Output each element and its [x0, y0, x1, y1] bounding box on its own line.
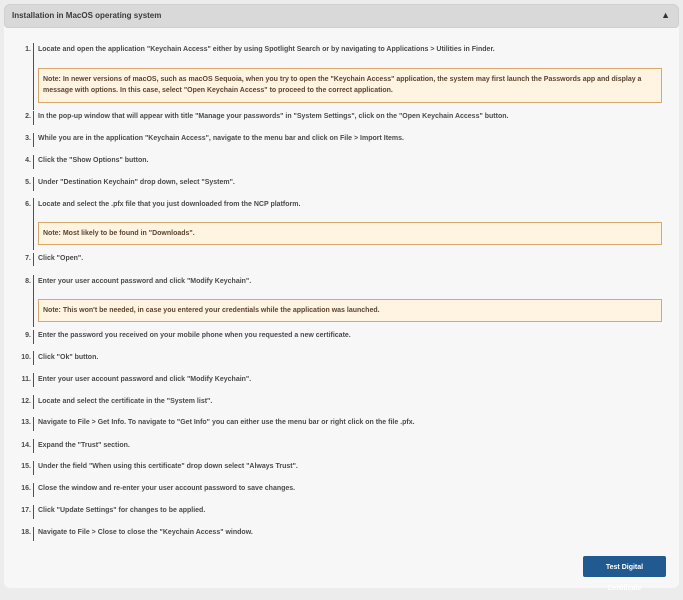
step-note: Note: Most likely to be found in "Downloads".: [38, 222, 662, 245]
step-accent-bar: [33, 253, 34, 266]
step-accent-bar: [33, 177, 34, 191]
step-text: Click the "Show Options" button.: [38, 157, 149, 164]
section-header[interactable]: [4, 4, 679, 28]
step-accent-bar: [33, 155, 34, 169]
step-number: 5.: [25, 179, 31, 186]
step-accent-bar: [33, 373, 34, 387]
step-number: 14.: [21, 442, 31, 449]
step-accent-bar: [33, 198, 34, 250]
step-note: Note: This won't be needed, in case you entered your credentials while the application was launched.: [38, 299, 662, 322]
step-accent-bar: [33, 275, 34, 327]
step-accent-bar: [33, 505, 34, 519]
step-text: Close the window and re-enter your user account password to save changes.: [38, 485, 296, 492]
step-text: In the pop-up window that will appear with title "Manage your passwords" in "System Settings", click on the "Open Keychain Access" button.: [38, 113, 509, 120]
step-accent-bar: [33, 439, 34, 453]
step-number: 11.: [21, 376, 31, 383]
collapse-caret-up-icon[interactable]: ▲: [661, 10, 670, 20]
step-text: Enter the password you received on your mobile phone when you requested a new certificate.: [38, 332, 351, 339]
step-accent-bar: [33, 111, 34, 125]
step-number: 9.: [25, 332, 31, 339]
step-text: Under "Destination Keychain" drop down, select "System".: [38, 179, 235, 186]
step-accent-bar: [33, 461, 34, 475]
step-number: 2.: [25, 113, 31, 120]
step-text: Expand the "Trust" section.: [38, 442, 130, 449]
step-accent-bar: [33, 483, 34, 497]
section-title: Installation in MacOS operating system: [12, 11, 162, 20]
step-number: 3.: [25, 135, 31, 142]
step-number: 16.: [21, 485, 31, 492]
step-accent-bar: [33, 43, 34, 110]
step-number: 10.: [21, 354, 31, 361]
step-text: While you are in the application "Keychain Access", navigate to the menu bar and click on File > Import Items.: [38, 135, 404, 142]
step-number: 1.: [25, 46, 31, 53]
step-accent-bar: [33, 330, 34, 344]
step-number: 18.: [21, 529, 31, 536]
step-text: Locate and select the certificate in the "System list".: [38, 398, 213, 405]
step-accent-bar: [33, 351, 34, 365]
test-digital-certificate-button[interactable]: Test Digital Certificate: [583, 556, 666, 577]
step-note: Note: In newer versions of macOS, such as macOS Sequoia, when you try to open the "Keychain Access" application, the system may first launch the Passwords app and display a message with options. In this case, select "Open Keychain Access" to proceed to the correct application.: [38, 68, 662, 103]
step-text: Click "Ok" button.: [38, 354, 99, 361]
step-text: Click "Update Settings" for changes to be applied.: [38, 507, 206, 514]
step-text: Enter your user account password and click "Modify Keychain".: [38, 278, 252, 285]
step-text: Enter your user account password and click "Modify Keychain".: [38, 376, 252, 383]
step-number: 6.: [25, 201, 31, 208]
step-number: 4.: [25, 157, 31, 164]
step-number: 12.: [21, 398, 31, 405]
step-number: 17.: [21, 507, 31, 514]
step-accent-bar: [33, 417, 34, 431]
step-number: 13.: [21, 419, 31, 426]
step-accent-bar: [33, 133, 34, 147]
step-text: Navigate to File > Close to close the "Keychain Access" window.: [38, 529, 253, 536]
step-text: Locate and select the .pfx file that you just downloaded from the NCP platform.: [38, 201, 301, 208]
step-accent-bar: [33, 527, 34, 541]
step-number: 15.: [21, 463, 31, 470]
step-number: 7.: [25, 255, 31, 262]
step-number: 8.: [25, 278, 31, 285]
step-accent-bar: [33, 395, 34, 409]
step-text: Locate and open the application "Keychain Access" either by using Spotlight Search or by navigating to Applications > Utilities in Finder.: [38, 46, 495, 53]
step-text: Click "Open".: [38, 255, 84, 262]
step-text: Navigate to File > Get Info. To navigate to "Get Info" you can either use the menu bar or right click on the file .pfx.: [38, 419, 415, 426]
step-text: Under the field "When using this certificate" drop down select "Always Trust".: [38, 463, 298, 470]
